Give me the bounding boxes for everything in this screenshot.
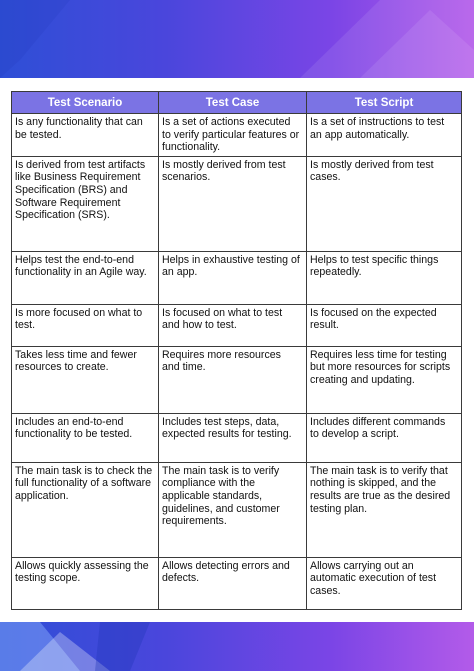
table-row bbox=[12, 462, 462, 557]
comparison-table-container bbox=[11, 91, 461, 610]
table-row bbox=[12, 251, 462, 304]
table-header-row bbox=[12, 92, 462, 114]
table-row bbox=[12, 346, 462, 413]
table-cell: Is focused on what to test and how to test. bbox=[159, 304, 307, 346]
table-cell: Allows detecting errors and defects. bbox=[159, 557, 307, 609]
table-row bbox=[12, 156, 462, 251]
table-cell: Requires more resources and time. bbox=[159, 346, 307, 413]
table-cell: Allows quickly assessing the testing scope. bbox=[12, 557, 159, 609]
table-cell: Is a set of actions executed to verify particular features or functionality. bbox=[159, 114, 307, 157]
table-cell: Allows carrying out an automatic execution of test cases. bbox=[307, 557, 462, 609]
table-row bbox=[12, 413, 462, 462]
table-cell: Includes test steps, data, expected results for testing. bbox=[159, 413, 307, 462]
header-test-scenario: Test Scenario bbox=[12, 92, 159, 114]
table-row bbox=[12, 557, 462, 609]
table-cell: Is mostly derived from test scenarios. bbox=[159, 156, 307, 251]
header-test-case: Test Case bbox=[159, 92, 307, 114]
table-cell: Is mostly derived from test cases. bbox=[307, 156, 462, 251]
table-cell: Includes different commands to develop a script. bbox=[307, 413, 462, 462]
table-cell: Includes an end-to-end functionality to be tested. bbox=[12, 413, 159, 462]
table-cell: Takes less time and fewer resources to create. bbox=[12, 346, 159, 413]
table-cell: The main task is to verify compliance with the applicable standards, guidelines, and customer requirements. bbox=[159, 462, 307, 557]
table-cell: Is a set of instructions to test an app automatically. bbox=[307, 114, 462, 157]
table-cell: The main task is to verify that nothing is skipped, and the results are true as the desired testing plan. bbox=[307, 462, 462, 557]
table-cell: Is more focused on what to test. bbox=[12, 304, 159, 346]
top-band-shapes bbox=[0, 0, 474, 78]
table-cell: The main task is to check the full functionality of a software application. bbox=[12, 462, 159, 557]
table-cell: Helps test the end-to-end functionality in an Agile way. bbox=[12, 251, 159, 304]
table-cell: Requires less time for testing but more resources for scripts creating and updating. bbox=[307, 346, 462, 413]
table-cell: Is focused on the expected result. bbox=[307, 304, 462, 346]
table-cell: Is derived from test artifacts like Business Requirement Specification (BRS) and Software Requirement Specification (SRS). bbox=[12, 156, 159, 251]
bottom-decorative-band bbox=[0, 622, 474, 671]
table-cell: Helps in exhaustive testing of an app. bbox=[159, 251, 307, 304]
table-row bbox=[12, 114, 462, 157]
table-row bbox=[12, 304, 462, 346]
bottom-band-shapes bbox=[0, 622, 474, 671]
comparison-table bbox=[11, 91, 462, 610]
table-cell: Helps to test specific things repeatedly. bbox=[307, 251, 462, 304]
table-cell: Is any functionality that can be tested. bbox=[12, 114, 159, 157]
top-decorative-band bbox=[0, 0, 474, 78]
header-test-script: Test Script bbox=[307, 92, 462, 114]
